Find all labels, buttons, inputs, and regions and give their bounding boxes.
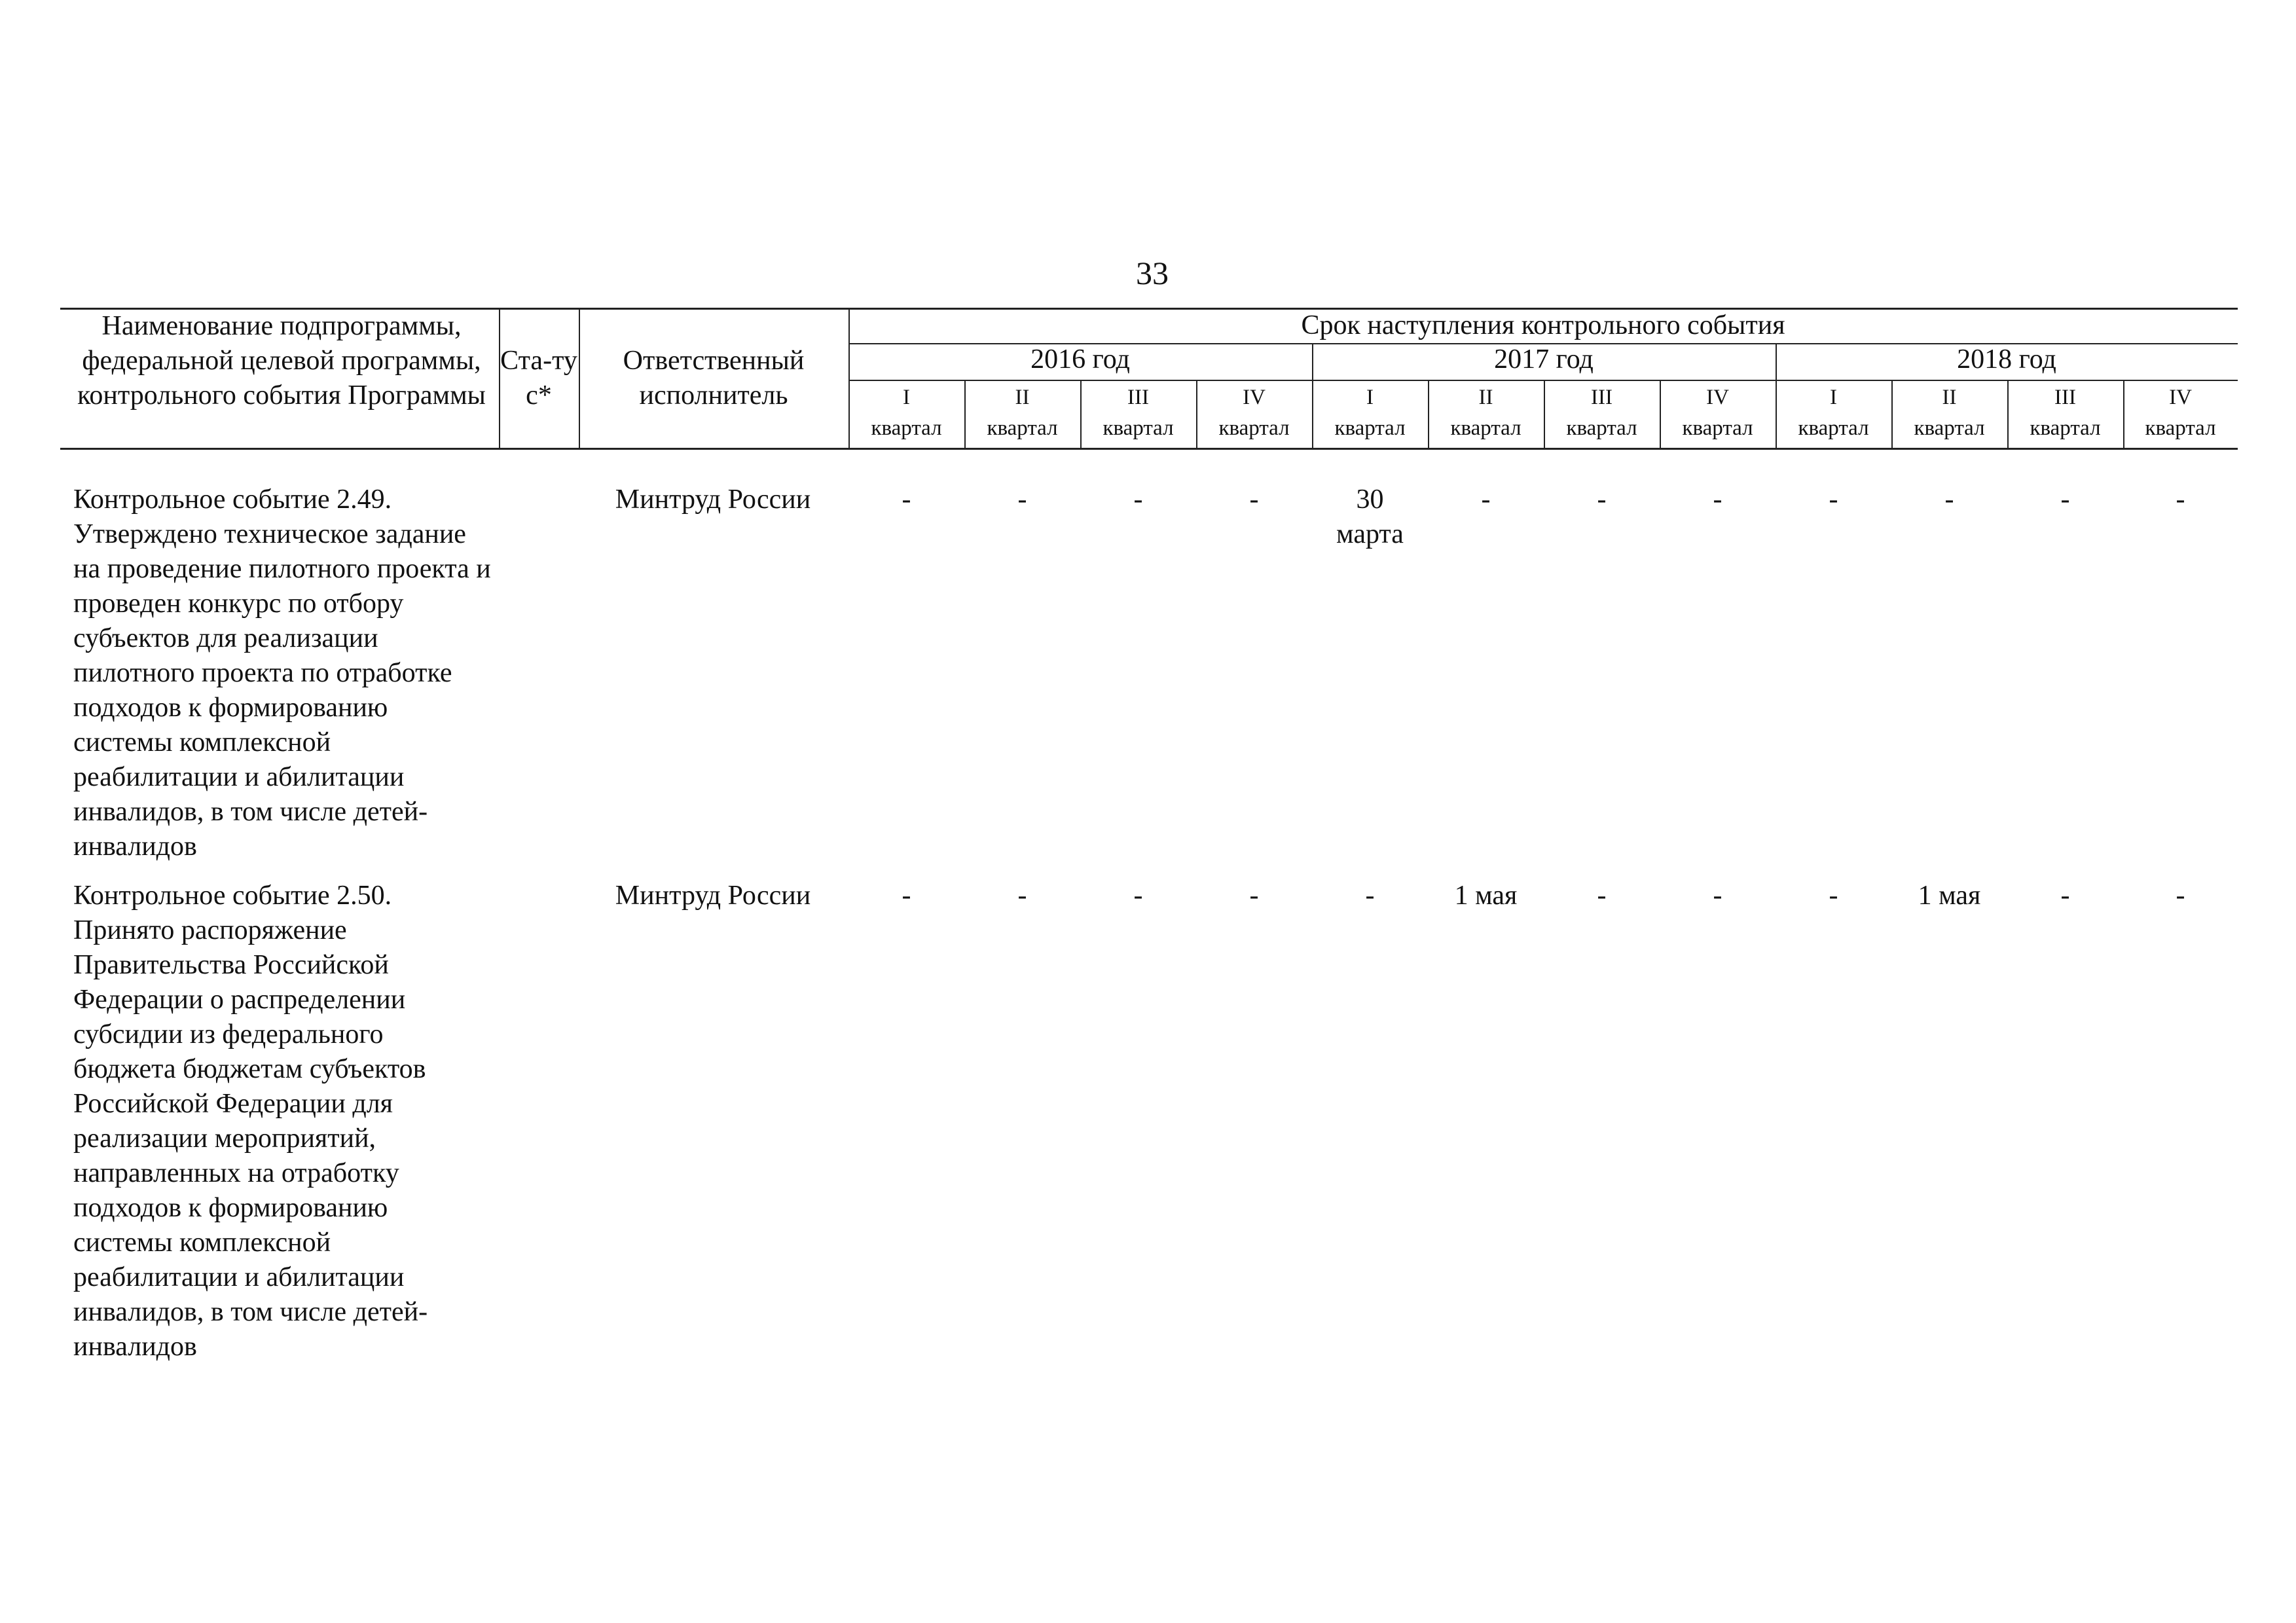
header-quarter-line bbox=[848, 380, 2238, 381]
header-executor: Ответственный исполнитель bbox=[623, 346, 805, 410]
quarter-cell: 30 марта bbox=[1336, 484, 1404, 549]
quarter-cell: - bbox=[1365, 881, 1375, 911]
header-quarter: IV квартал bbox=[1218, 386, 1290, 440]
event-name: Контрольное событие 2.49. Утверждено техническое задание на проведение пилотного проекта и проведен конкурс по отбору субъектов для реализации пилотного проекта по отработке подходов к формированию системы комплексной реабилитации и абилитации инвалидов, в том числе детей-инвалидов bbox=[73, 484, 491, 862]
quarter-cell: - bbox=[1713, 484, 1722, 515]
quarter-cell: - bbox=[1829, 484, 1838, 515]
header-bottom-line bbox=[60, 448, 2238, 450]
quarter-cell: - bbox=[902, 484, 911, 515]
quarter-cell: - bbox=[1829, 881, 1838, 911]
quarter-cell: - bbox=[1944, 484, 1954, 515]
quarter-cell: - bbox=[1249, 484, 1259, 515]
header-quarter: I квартал bbox=[1334, 386, 1406, 440]
quarter-cell: - bbox=[2176, 881, 2185, 911]
header-quarter: II квартал bbox=[1914, 386, 1985, 440]
quarter-cell: - bbox=[1597, 484, 1607, 515]
header-name: Наименование подпрограммы, федеральной целевой программы, контрольного события Программы bbox=[77, 311, 486, 410]
header-quarter: I квартал bbox=[871, 386, 942, 440]
header-year-2017: 2017 год bbox=[1494, 344, 1594, 374]
responsible-executor: Минтруд России bbox=[615, 881, 811, 911]
quarter-cell: - bbox=[1017, 881, 1027, 911]
quarter-cell: 1 мая bbox=[1454, 881, 1518, 911]
header-quarter: II квартал bbox=[987, 386, 1058, 440]
header-quarter: III квартал bbox=[2030, 386, 2101, 440]
event-name: Контрольное событие 2.50. Принято распоряжение Правительства Российской Федерации о распределении субсидии из федерального бюджета бюджетам субъектов Российской Федерации для реализации мероприятий, направленных на отработку подходов к формированию системы комплексной реабилитации и абилитации инвалидов, в том числе детей-инвалидов bbox=[73, 881, 428, 1362]
header-deadline: Срок наступления контрольного события bbox=[1301, 310, 1785, 340]
quarter-cell: - bbox=[1017, 484, 1027, 515]
quarter-cell: - bbox=[1597, 881, 1607, 911]
quarter-cell: - bbox=[1481, 484, 1491, 515]
responsible-executor: Минтруд России bbox=[615, 484, 811, 515]
quarter-cell: 1 мая bbox=[1918, 881, 1981, 911]
quarter-cell: - bbox=[2060, 881, 2070, 911]
header-quarter: III квартал bbox=[1566, 386, 1637, 440]
page-number: 33 bbox=[1136, 255, 1169, 291]
quarter-cell: - bbox=[2176, 484, 2185, 515]
quarter-cell: - bbox=[1713, 881, 1722, 911]
quarter-cell: - bbox=[2060, 484, 2070, 515]
header-year-2016: 2016 год bbox=[1030, 344, 1130, 374]
header-status: Ста-тус* bbox=[500, 346, 577, 410]
header-quarter: IV квартал bbox=[1682, 386, 1753, 440]
header-quarter: IV квартал bbox=[2145, 386, 2216, 440]
header-year-2018: 2018 год bbox=[1957, 344, 2056, 374]
header-quarter: I квартал bbox=[1798, 386, 1869, 440]
quarter-cell: - bbox=[1249, 881, 1259, 911]
header-quarter: III квартал bbox=[1102, 386, 1174, 440]
quarter-cell: - bbox=[1133, 484, 1143, 515]
quarter-cell: - bbox=[1133, 881, 1143, 911]
quarter-cell: - bbox=[902, 881, 911, 911]
header-quarter: II квартал bbox=[1450, 386, 1522, 440]
